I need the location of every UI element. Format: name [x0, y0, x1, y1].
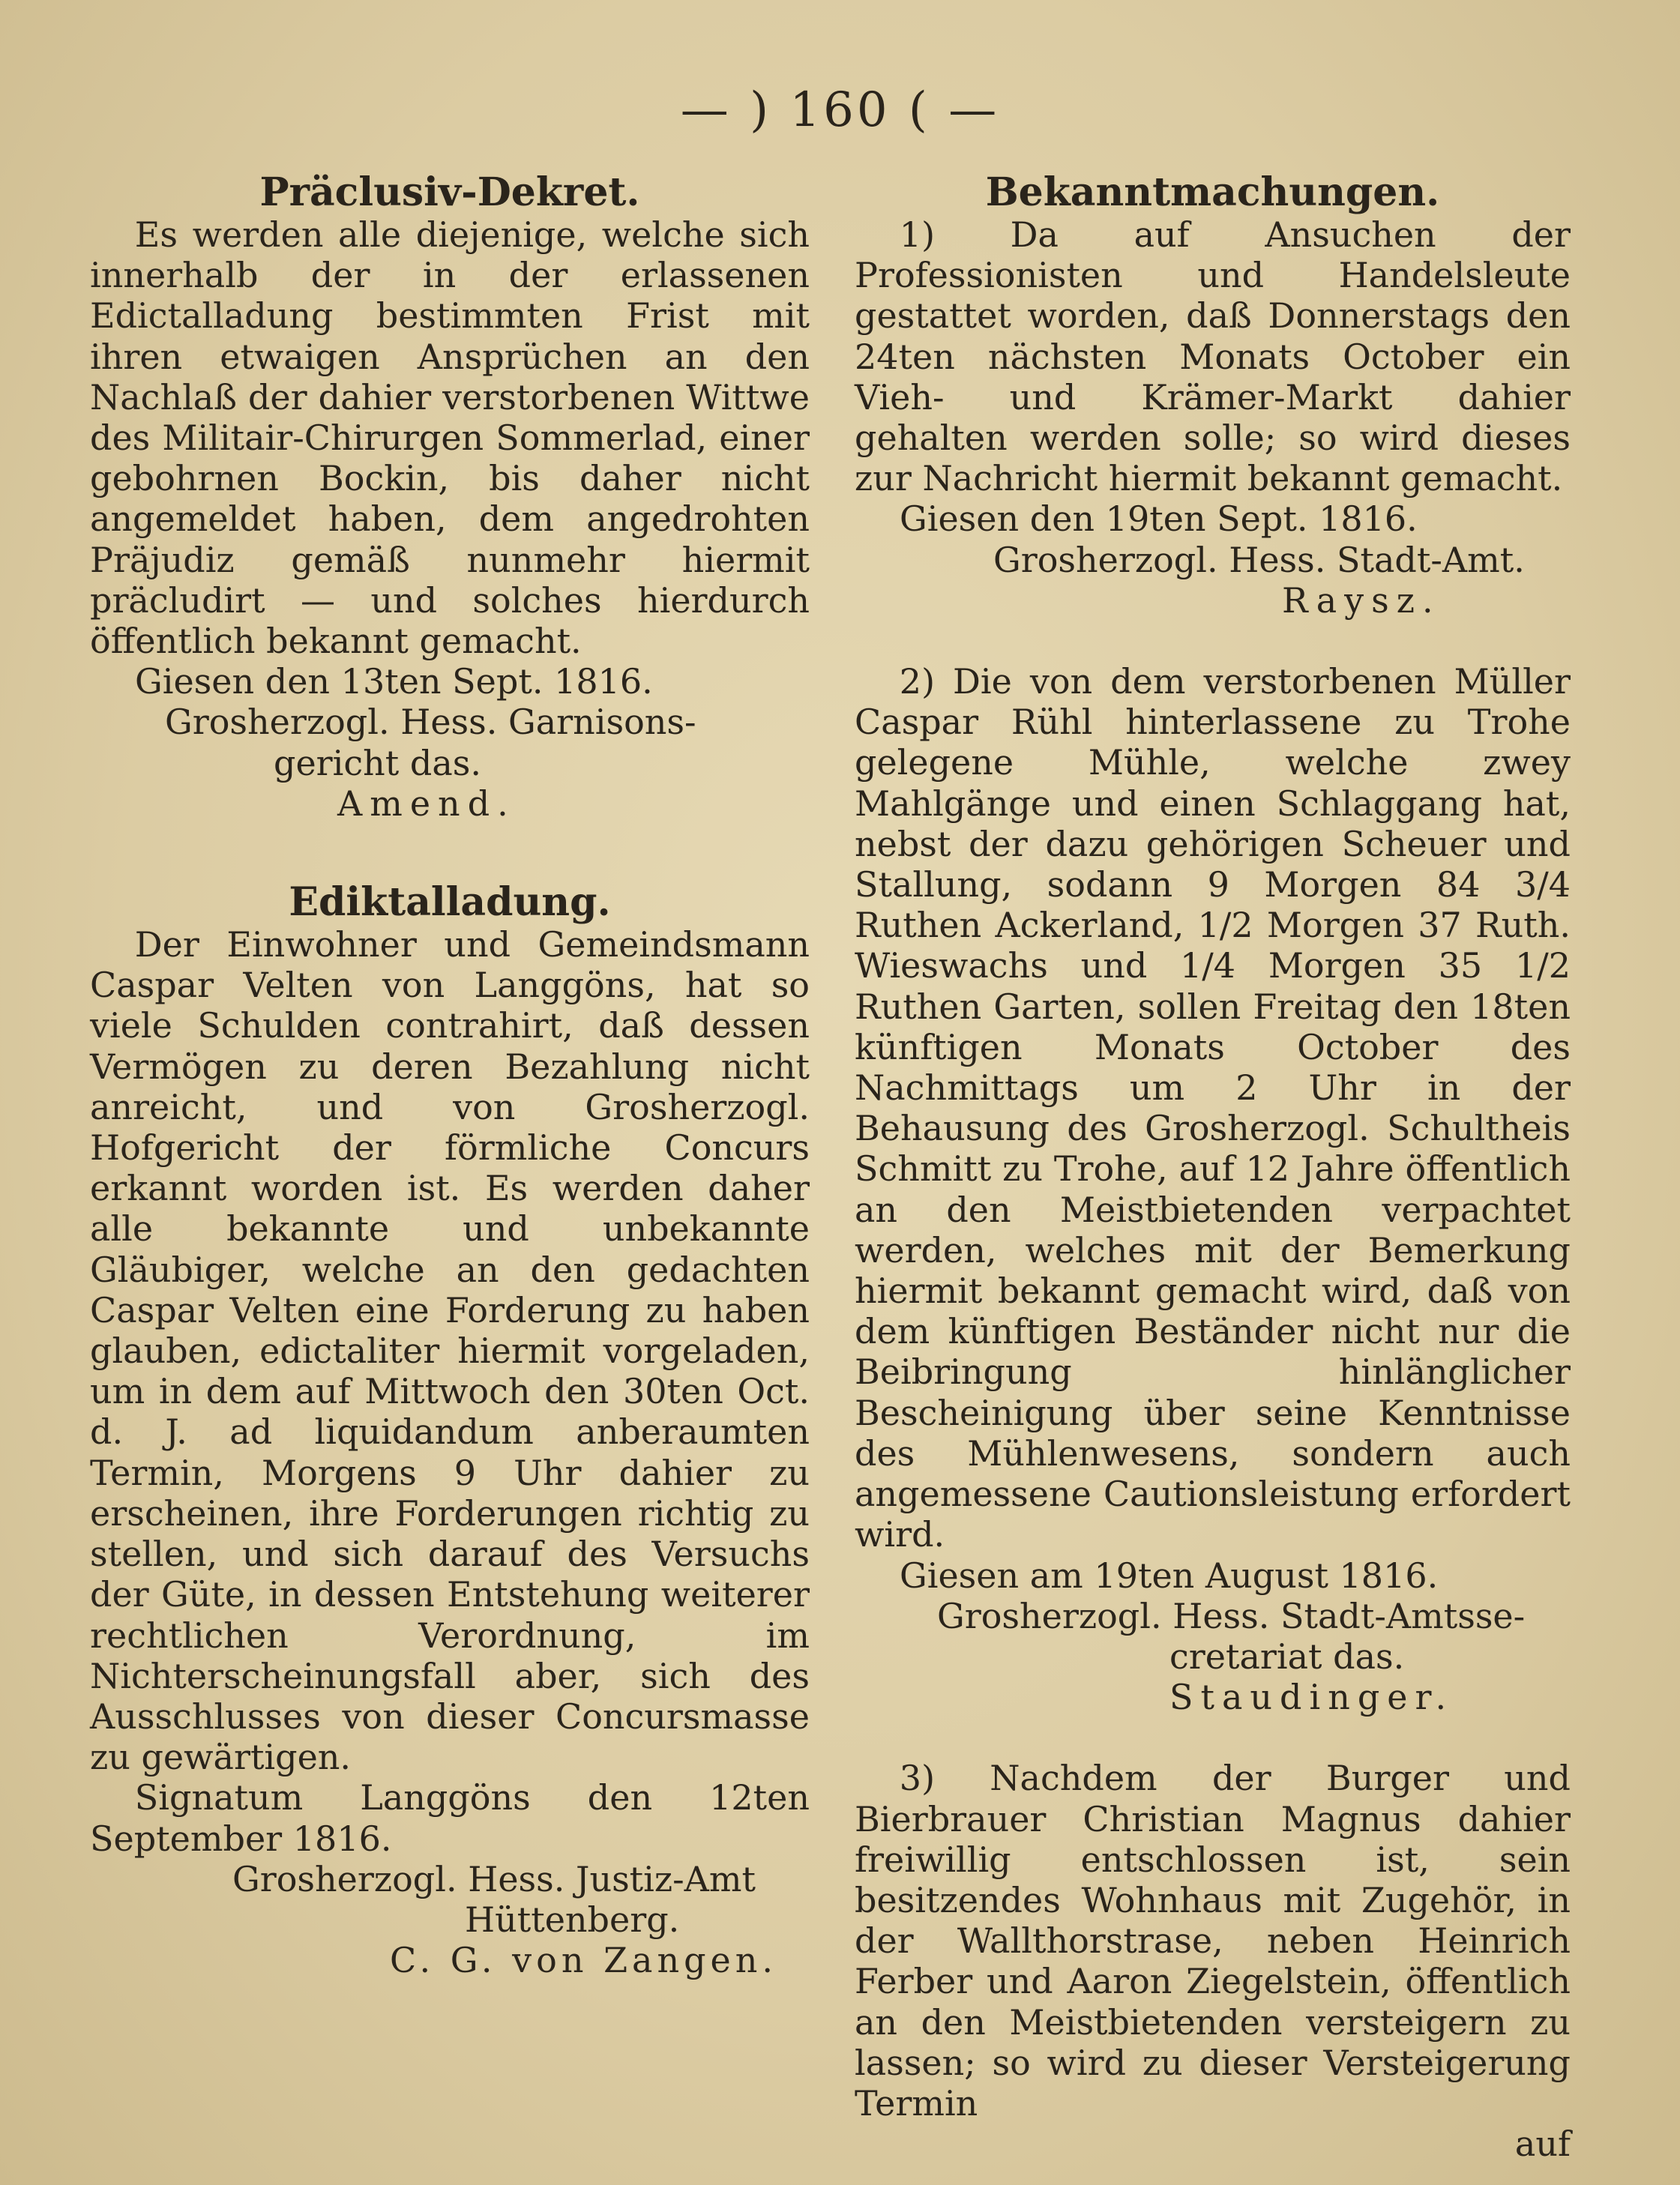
left-column: [90, 169, 810, 1981]
notice-body: Der Einwohner und Gemeindsmann Caspar Velten von Langgöns, hat so viele Schulden contrahirt, daß dessen Vermögen zu deren Bezahlung nicht anreicht, und von Grosherzogl. Hofgericht der förmliche Concurs erkannt worden ist. Es werden daher alle bekannte und unbekannte Gläubiger, welche an den gedachten Caspar Velten eine Forderung zu haben glauben, edictaliter hiermit vorgeladen, um in dem auf Mittwoch den 30ten Oct. d. J. ad liquidandum anberaumten Termin, Morgens 9 Uhr dahier zu erscheinen, ihre Forderungen richtig zu stellen, und sich darauf des Versuchs der Güte, in dessen Entstehung weiterer rechtlichen Verordnung, im Nichterscheinungsfall aber, sich des Ausschlusses von dieser Concursmasse zu gewärtigen.: [90, 924, 810, 1778]
section-title: Bekanntmachungen.: [985, 169, 1440, 215]
announcement-date: Giesen den 19ten Sept. 1816.: [900, 498, 1418, 540]
notice-body: Es werden alle diejenige, welche sich innerhalb der in der erlassenen Edictalladung bestimmten Frist mit ihren etwaigen Ansprüchen an den Nachlaß der dahier verstorbenen Wittwe des Militair-Chirurgen Sommerlad, einer gebohrnen Bockin, bis daher nicht angemeldet haben, dem angedrohten Präjudiz gemäß nunmehr hiermit präcludirt — und solches hierdurch öffentlich bekannt gemacht.: [90, 214, 810, 662]
announcement-signature: Staudinger.: [1169, 1677, 1454, 1718]
announcement-signature: Raysz.: [1282, 579, 1441, 621]
announcement-authority: Grosherzogl. Hess. Stadt-Amtsse-: [937, 1595, 1526, 1636]
announcement-3: [855, 1758, 1571, 2164]
announcement-body: 2) Die von dem verstorbenen Müller Caspar Rühl hinterlassene zu Trohe gelegene Mühle, welche zwey Mahlgänge und einen Schlaggang hat, nebst der dazu gehörigen Scheuer und Stallung, sodann 9 Morgen 84 3/4 Ruthen Ackerland, 1/2 Morgen 37 Ruth. Wieswachs und 1/4 Morgen 35 1/2 Ruthen Garten, sollen Freitag den 18ten künftigen Monats October des Nachmittags um 2 Uhr in der Behausung des Grosherzogl. Schultheis Schmitt zu Trohe, auf 12 Jahre öffentlich an den Meistbietenden verpachtet werden, welches mit der Bemerkung hiermit bekannt gemacht wird, daß von dem künftigen Beständer nicht nur die Beibringung hinlänglicher Bescheinigung über seine Kenntnisse des Mühlenwesens, sondern auch angemessene Cautionsleistung erfordert wird.: [855, 661, 1571, 1555]
announcement-body: 3) Nachdem der Burger und Bierbrauer Christian Magnus dahier freiwillig entschlossen ist, sein besitzendes Wohnhaus mit Zugehör, in der Wallthorstrase, neben Heinrich Ferber und Aaron Ziegelstein, öffentlich an den Meistbietenden versteigern zu lassen; so wird zu dieser Versteigerung Termin: [855, 1758, 1571, 2124]
notice-date: Giesen den 13ten Sept. 1816.: [135, 661, 653, 702]
notice-title: Ediktalladung.: [289, 879, 611, 926]
notice-authority: Grosherzogl. Hess. Garnisons-: [165, 702, 696, 743]
announcement-authority: Grosherzogl. Hess. Stadt-Amt.: [993, 539, 1525, 580]
praeclusiv-dekret-notice: [90, 169, 810, 824]
page-number-header: — ) 160 ( —: [680, 82, 1000, 138]
announcement-date: Giesen am 19ten August 1816.: [900, 1555, 1439, 1596]
notice-signature: Amend.: [337, 783, 516, 824]
announcement-body: 1) Da auf Ansuchen der Professionisten und Handelsleute gestattet worden, daß Donnerstags den 24ten nächsten Monats October ein Vieh- und Krämer-Markt dahier gehalten werden solle; so wird dieses zur Nachricht hiermit bekannt gemacht.: [855, 214, 1571, 499]
ediktalladung-notice: [90, 879, 810, 1981]
announcement-1: [855, 214, 1571, 621]
announcement-authority-cont: cretariat das.: [1169, 1636, 1405, 1677]
catchword: auf: [1514, 2124, 1571, 2165]
right-column: [855, 169, 1571, 2165]
notice-authority: Grosherzogl. Hess. Justiz-Amt: [232, 1858, 756, 1899]
notice-authority-cont: gericht das.: [274, 742, 481, 783]
notice-signature: C. G. von Zangen.: [390, 1940, 778, 1981]
notice-date: Signatum Langgöns den 12ten September 1816.: [90, 1777, 810, 1859]
notice-authority-cont: Hüttenberg.: [465, 1899, 680, 1940]
announcement-2: [855, 661, 1571, 1717]
notice-title: Präclusiv-Dekret.: [259, 169, 640, 215]
